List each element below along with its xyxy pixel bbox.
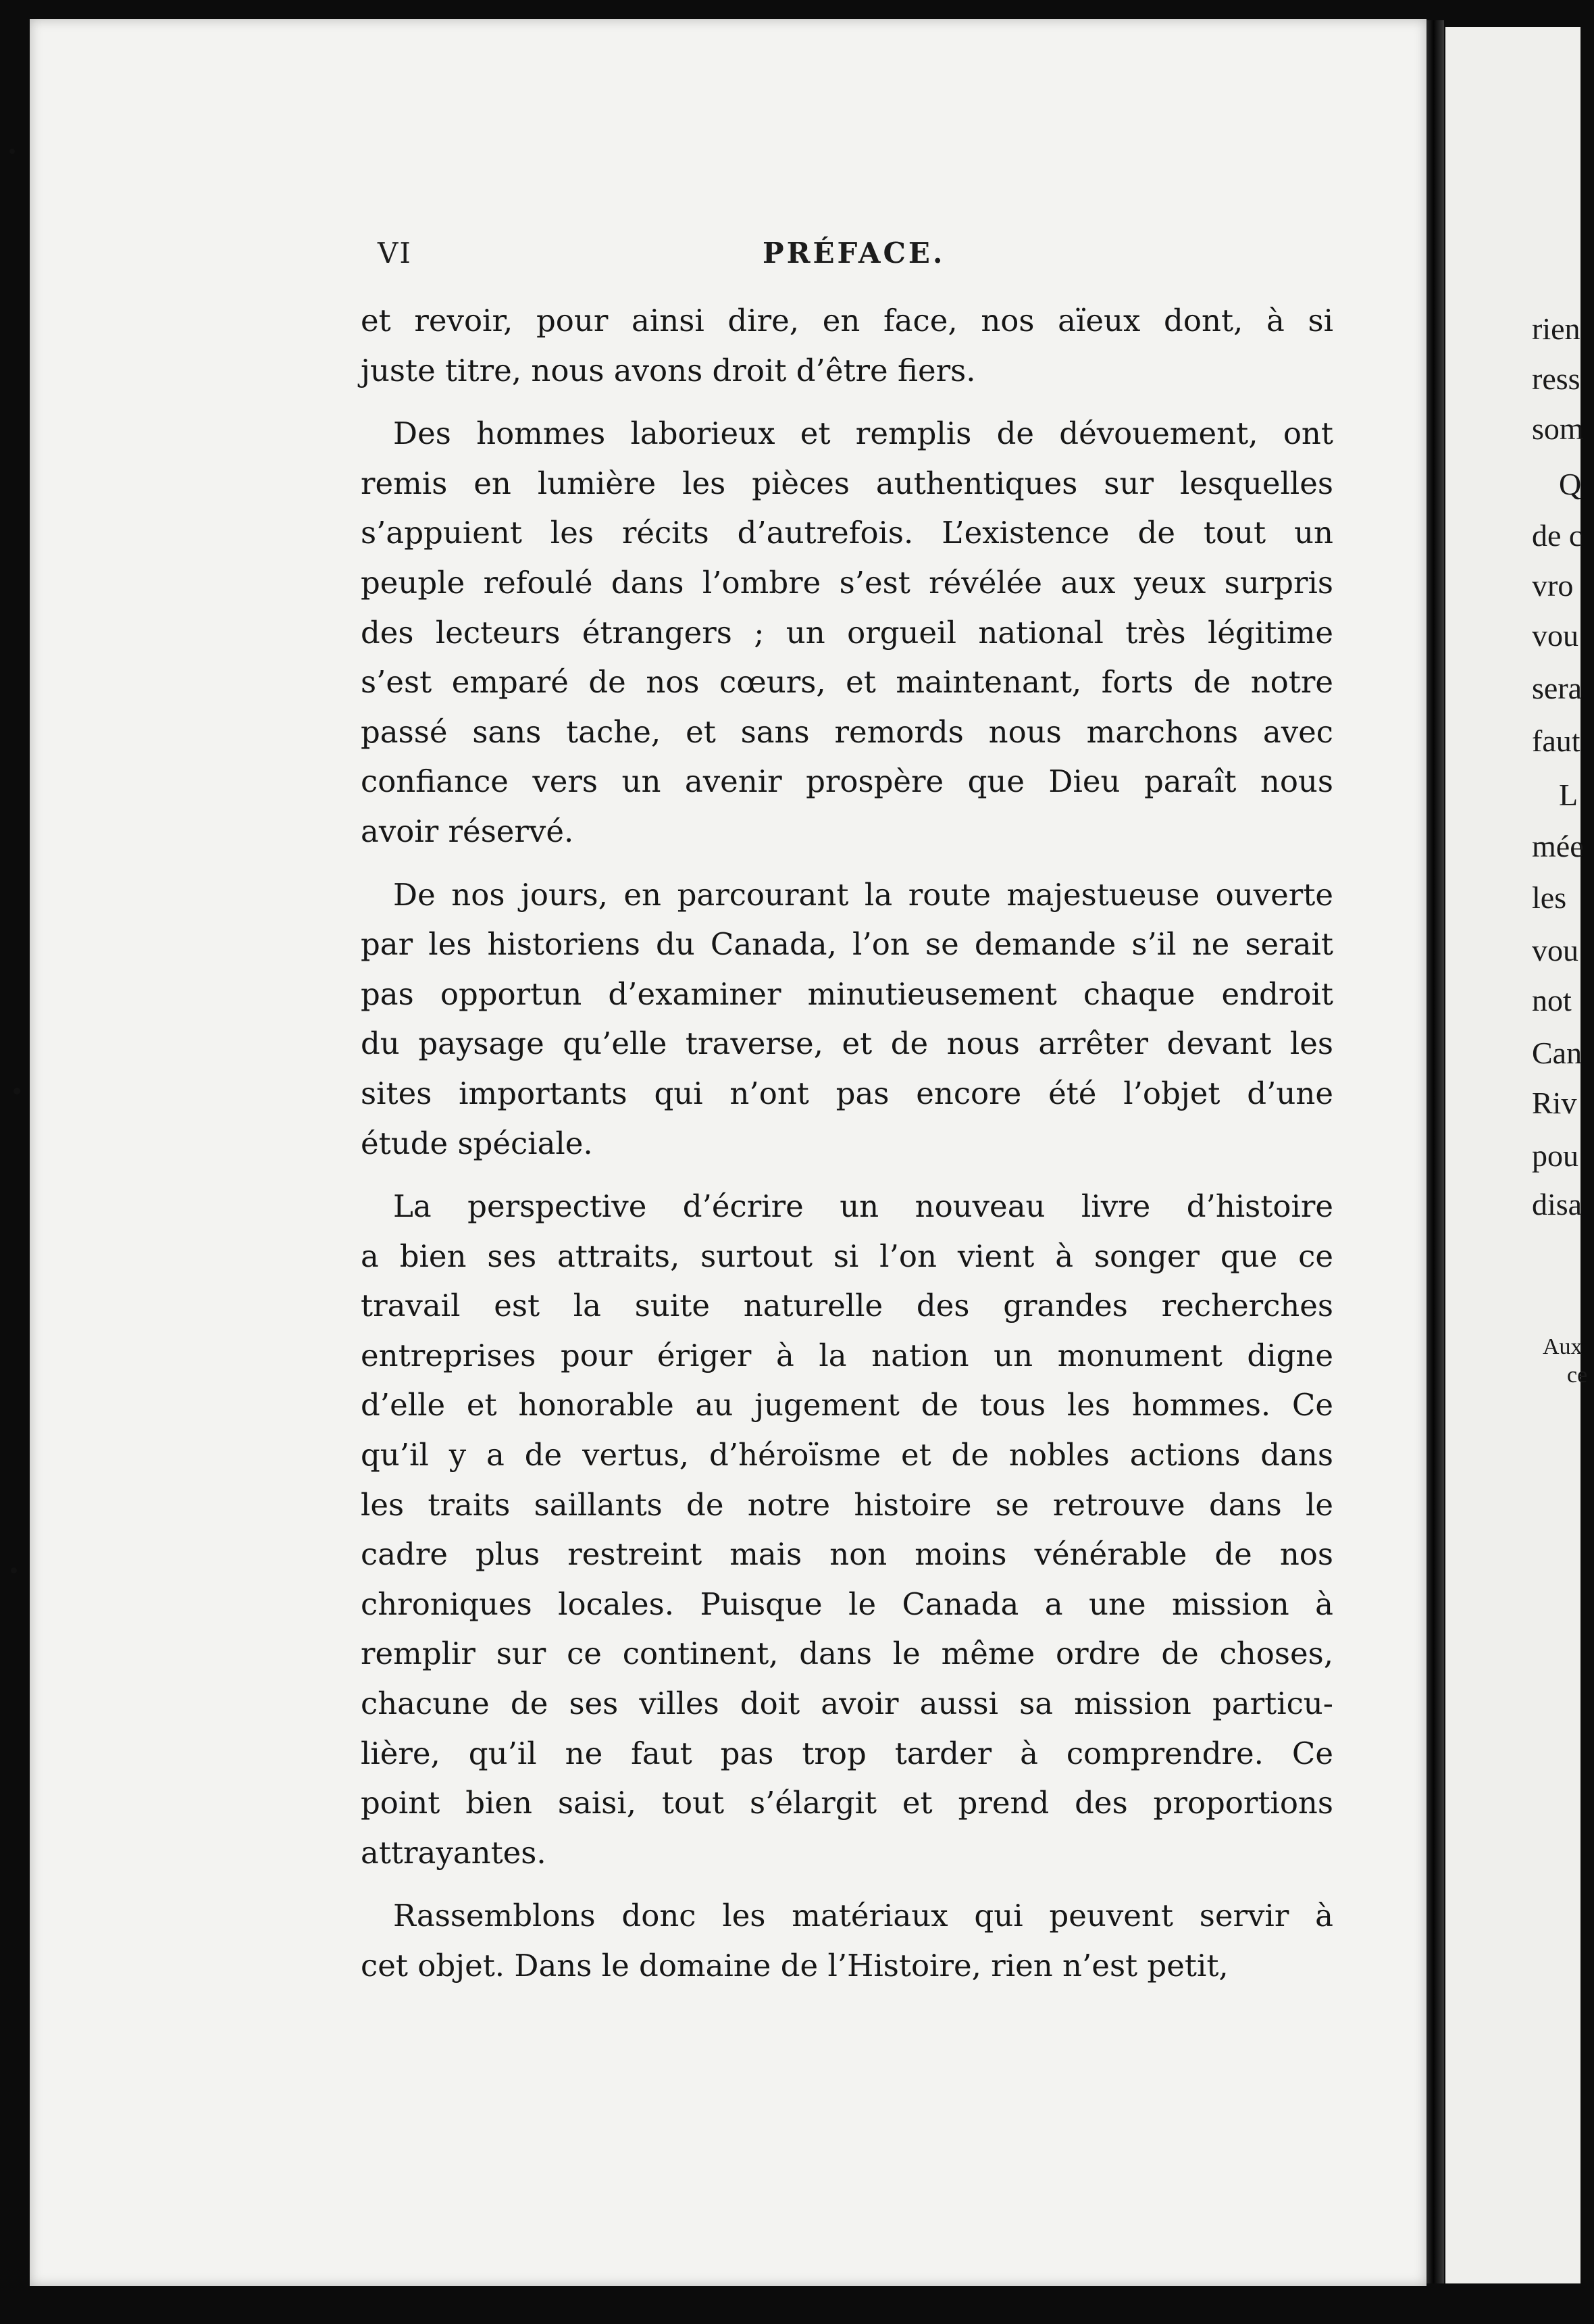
- binding-gutter: [1426, 20, 1444, 2283]
- text-line: cadre plus restreint mais non moins vénérable de nos: [361, 1536, 1333, 1573]
- text-line: a bien ses attraits, surtout si l’on vient à songer que ce: [361, 1238, 1333, 1274]
- text-line: chroniques locales. Puisque le Canada a une mission à: [361, 1586, 1333, 1622]
- adjacent-page-line: les: [1532, 880, 1567, 915]
- adjacent-page-line: ress: [1532, 361, 1580, 396]
- text-line: remis en lumière les pièces authentiques sur lesquelles: [361, 465, 1333, 501]
- text-line: peuple refoulé dans l’ombre s’est révélée aux yeux surpris: [361, 564, 1333, 601]
- text-line: s’appuient les récits d’autrefois. L’existence de tout un: [361, 515, 1333, 551]
- text-line: travail est la suite naturelle des grandes recherches: [361, 1288, 1333, 1324]
- text-line: du paysage qu’elle traverse, et de nous arrêter devant les: [361, 1026, 1333, 1062]
- paragraph: [361, 1182, 1333, 1877]
- text-line: s’est emparé de nos cœurs, et maintenant, forts de notre: [361, 664, 1333, 701]
- adjacent-page-fragment: [1445, 27, 1588, 2283]
- text-line: lière, qu’il ne faut pas trop tarder à comprendre. Ce: [361, 1735, 1333, 1771]
- text-line: sites importants qui n’ont pas encore été l’objet d’une: [361, 1075, 1333, 1111]
- adjacent-page-footnote: Aux: [1543, 1334, 1583, 1359]
- text-line: étude spéciale.: [361, 1125, 593, 1161]
- text-line: attrayantes.: [361, 1834, 546, 1871]
- adjacent-page-footnote: ce: [1567, 1363, 1588, 1388]
- text-line: La perspective d’écrire un nouveau livre d’histoire: [393, 1188, 1333, 1225]
- body-text: [361, 296, 1333, 1991]
- text-line: chacune de ses villes doit avoir aussi sa mission particu-: [361, 1686, 1333, 1722]
- scan-speck: [14, 1088, 20, 1094]
- text-line: De nos jours, en parcourant la route majestueuse ouverte: [393, 876, 1333, 913]
- text-line: cet objet. Dans le domaine de l’Histoire, rien n’est petit,: [361, 1948, 1229, 1984]
- book-page: [30, 19, 1426, 2286]
- text-line: par les historiens du Canada, l’on se demande s’il ne serait: [361, 926, 1333, 963]
- adjacent-page-line: de c: [1532, 518, 1583, 553]
- text-line: des lecteurs étrangers ; un orgueil national très légitime: [361, 614, 1333, 651]
- paragraph-gap: [361, 857, 1333, 870]
- scan-speck: [9, 149, 15, 154]
- adjacent-page-line: Q: [1559, 467, 1582, 501]
- paragraph: [361, 409, 1333, 856]
- text-line: d’elle et honorable au jugement de tous les hommes. Ce: [361, 1387, 1333, 1423]
- adjacent-page-line: not: [1532, 983, 1572, 1017]
- text-line: point bien saisi, tout s’élargit et prend des proportions: [361, 1785, 1333, 1821]
- paragraph-gap: [361, 1877, 1333, 1891]
- text-line: Des hommes laborieux et remplis de dévouement, ont: [393, 415, 1333, 452]
- adjacent-page-line: Can: [1532, 1036, 1583, 1070]
- adjacent-page-line: faut: [1532, 724, 1580, 758]
- text-line: entreprises pour ériger à la nation un monument digne: [361, 1337, 1333, 1373]
- page-number: VI: [378, 236, 412, 270]
- text-line: juste titre, nous avons droit d’être fiers.: [361, 352, 976, 388]
- text-line: confiance vers un avenir prospère que Dieu paraît nous: [361, 763, 1333, 800]
- text-line: pas opportun d’examiner minutieusement chaque endroit: [361, 976, 1333, 1012]
- text-line: les traits saillants de notre histoire se retrouve dans le: [361, 1486, 1333, 1523]
- adjacent-page-line: pou: [1532, 1138, 1578, 1173]
- paragraph: [361, 296, 1333, 395]
- text-line: qu’il y a de vertus, d’héroïsme et de nobles actions dans: [361, 1437, 1333, 1473]
- paragraph: [361, 870, 1333, 1169]
- adjacent-page-line: disa: [1532, 1187, 1583, 1221]
- paragraph-gap: [361, 1168, 1333, 1182]
- adjacent-page-line: vro: [1532, 568, 1574, 603]
- text-line: remplir sur ce continent, dans le même ordre de choses,: [361, 1636, 1333, 1672]
- text-line: et revoir, pour ainsi dire, en face, nos aïeux dont, à si: [361, 303, 1333, 338]
- scan-speck: [11, 1567, 17, 1573]
- adjacent-page-line: sera: [1532, 671, 1583, 705]
- adjacent-page-line: vou: [1532, 933, 1578, 967]
- text-line: passé sans tache, et sans remords nous marchons avec: [361, 713, 1333, 750]
- adjacent-page-line: rien: [1532, 311, 1580, 346]
- paragraph: [361, 1891, 1333, 1990]
- adjacent-page-line: Riv: [1532, 1086, 1577, 1120]
- adjacent-page-line: vou: [1532, 618, 1578, 653]
- adjacent-page-line: L: [1559, 778, 1578, 812]
- adjacent-page-line: mée: [1532, 829, 1584, 863]
- text-line: avoir réservé.: [361, 813, 574, 849]
- text-line: Rassemblons donc les matériaux qui peuvent servir à: [393, 1898, 1333, 1934]
- paragraph-gap: [361, 395, 1333, 409]
- running-title: PRÉFACE.: [763, 236, 946, 270]
- adjacent-page-line: som: [1532, 411, 1584, 446]
